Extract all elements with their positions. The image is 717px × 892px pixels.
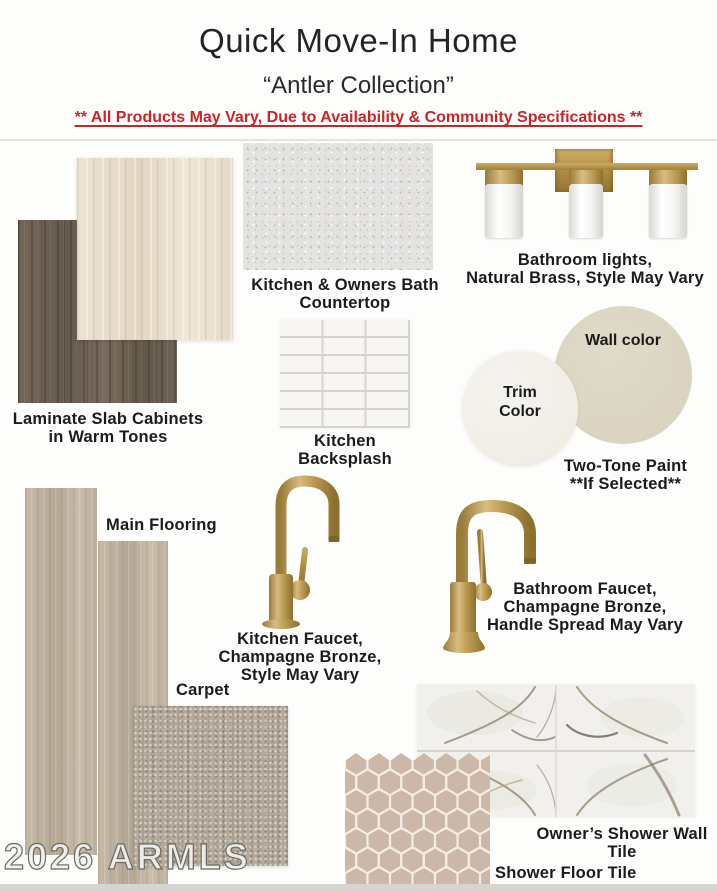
carpet-label: Carpet — [176, 681, 230, 699]
kitchen-faucet-caption: Kitchen Faucet, Champagne Bronze, Style May Vary — [218, 630, 382, 684]
light-shade — [649, 170, 687, 238]
vanity-light-fixture — [470, 145, 705, 245]
cabinet-sample-light — [77, 158, 233, 340]
light-shade-glass — [649, 184, 687, 238]
countertop-caption: Kitchen & Owners Bath Countertop — [251, 276, 439, 312]
light-shade-glass — [569, 184, 603, 238]
header-divider — [0, 139, 717, 141]
shower-floor-tile-sample — [345, 753, 490, 884]
bathroom-faucet-caption: Bathroom Faucet, Champagne Bronze, Handle Spread May Vary — [486, 580, 684, 634]
disclaimer-text: ** All Products May Vary, Due to Availability & Community Specifications ** — [74, 109, 643, 126]
two-tone-paint-caption: Two-Tone Paint **If Selected** — [563, 457, 688, 493]
watermark: 2026 ARMLS — [4, 836, 251, 877]
light-shade — [485, 170, 523, 238]
wall-color-label: Wall color — [585, 332, 661, 349]
backsplash-caption: Kitchen Backsplash — [298, 432, 392, 468]
cabinet-caption: Laminate Slab Cabinets in Warm Tones — [12, 410, 204, 446]
backsplash-sample — [280, 320, 410, 428]
main-flooring-label: Main Flooring — [106, 516, 217, 534]
page-title: Quick Move-In Home — [199, 22, 518, 59]
trim-color-label: Trim Color — [499, 384, 541, 420]
light-bar — [476, 163, 698, 170]
light-shade — [569, 170, 603, 238]
collection-subtitle: “Antler Collection” — [263, 72, 454, 99]
bathroom-lights-caption: Bathroom lights, Natural Brass, Style May Vary — [466, 251, 704, 287]
light-shade-glass — [485, 184, 523, 238]
trim-color-swatch — [462, 351, 578, 467]
flooring-plank-left — [25, 488, 97, 855]
countertop-sample — [243, 143, 433, 270]
kitchen-faucet-image — [252, 474, 352, 634]
shower-wall-caption: Owner’s Shower Wall Tile — [536, 825, 708, 861]
shower-floor-caption: Shower Floor Tile — [495, 864, 637, 882]
bottom-edge-strip — [0, 884, 717, 892]
